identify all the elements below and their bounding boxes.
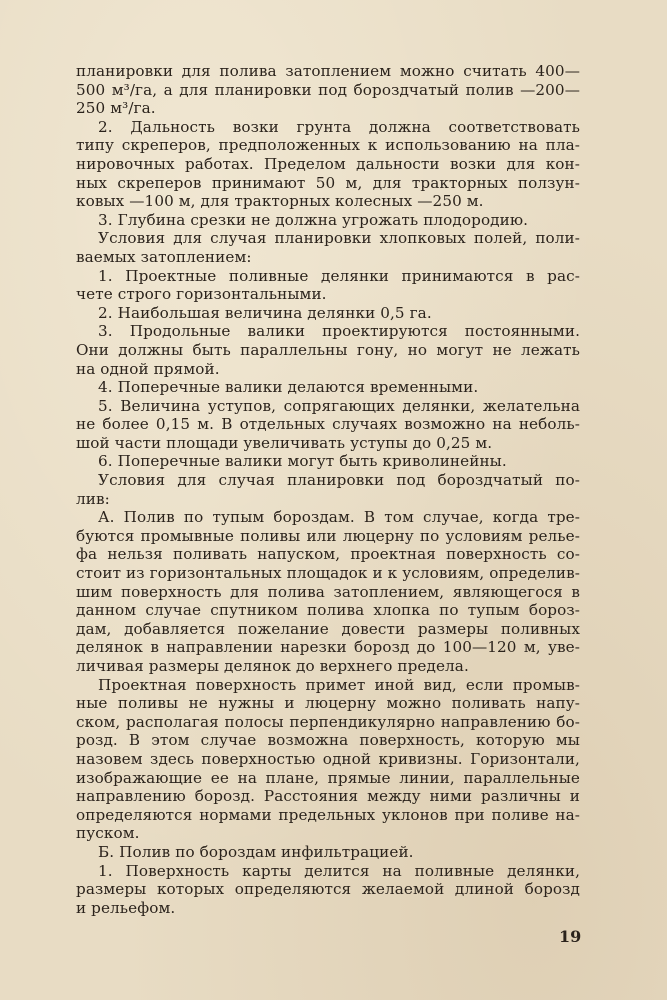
text-line: 2. Наибольшая величина делянки 0,5 га.	[98, 303, 432, 322]
text-line: на одной прямой.	[76, 359, 220, 378]
text-line: делянок в направлении нарезки борозд до 100—120 м, уве-	[76, 638, 580, 657]
text-line: пуском.	[76, 824, 140, 843]
text-line: 2. Дальность возки грунта должна соответствовать	[98, 117, 580, 136]
text-line: размеры которых определяются желаемой длиной борозд	[76, 880, 580, 899]
text-line: дам, добавляется пожелание довести размеры поливных	[76, 619, 580, 638]
text-line: нировочных работах. Пределом дальности возки для кон-	[76, 154, 580, 173]
text-line: Они должны быть параллельны гону, но могут не лежать	[76, 340, 580, 359]
text-line: Условия для случая планировки под бороздчатый по-	[98, 471, 580, 490]
text-line: А. Полив по тупым бороздам. В том случае, когда тре-	[98, 508, 580, 527]
text-line: 5. Величина уступов, сопрягающих делянки, желательна	[98, 396, 580, 415]
text-line: Б. Полив по бороздам инфильтрацией.	[98, 842, 414, 861]
text-line: ные поливы не нужны и люцерну можно поливать напу-	[76, 694, 580, 713]
text-line: лив:	[76, 489, 110, 508]
text-line: ных скреперов принимают 50 м, для тракторных ползун-	[76, 173, 580, 192]
text-line: типу скреперов, предположенных к использованию на пла-	[76, 136, 580, 155]
text-line: чете строго горизонтальными.	[76, 285, 327, 304]
text-line: Проектная поверхность примет иной вид, если промыв-	[98, 675, 580, 694]
text-line: изображающие ее на плане, прямые линии, параллельные	[76, 768, 580, 787]
text-line: ском, располагая полосы перпендикулярно направлению бо-	[76, 712, 580, 731]
text-line: фа нельзя поливать напуском, проектная поверхность со-	[76, 545, 580, 564]
text-line: 1. Поверхность карты делится на поливные делянки,	[98, 861, 580, 880]
text-line: личивая размеры делянок до верхнего предела.	[76, 657, 469, 675]
text-line: стоит из горизонтальных площадок и к условиям, определив-	[76, 564, 580, 583]
text-line: планировки для полива затоплением можно считать 400—	[76, 62, 580, 80]
body-text	[76, 62, 580, 917]
text-line: ковых —100 м, для тракторных колесных —250 м.	[76, 192, 484, 211]
text-line: направлению борозд. Расстояния между ними различны и	[76, 787, 580, 806]
text-line: ваемых затоплением:	[76, 247, 252, 266]
text-line: 4. Поперечные валики делаются временными.	[98, 378, 479, 397]
text-line: шой части площади увеличивать уступы до 0,25 м.	[76, 433, 493, 452]
text-line: назовем здесь поверхностью одной кривизны. Горизонтали,	[76, 749, 580, 768]
text-line: розд. В этом случае возможна поверхность, которую мы	[76, 731, 580, 750]
text-line: не более 0,15 м. В отдельных случаях возможно на неболь-	[76, 415, 580, 434]
text-line: буются промывные поливы или люцерну по условиям релье-	[76, 526, 580, 545]
text-line: 6. Поперечные валики могут быть криволинейны.	[98, 452, 507, 471]
text-line: 250 м³/га.	[76, 99, 156, 118]
text-line: и рельефом.	[76, 898, 176, 917]
text-line: 3. Глубина срезки не должна угрожать плодородию.	[98, 210, 529, 229]
text-line: 500 м³/га, а для планировки под бороздчатый полив —200—	[76, 80, 580, 99]
text-line: Условия для случая планировки хлопковых полей, поли-	[98, 229, 580, 248]
text-line: 3. Продольные валики проектируются постоянными.	[98, 322, 580, 341]
text-line: шим поверхность для полива затоплением, являющегося в	[76, 582, 580, 601]
text-line: 1. Проектные поливные делянки принимаются в рас-	[98, 266, 580, 285]
text-line: определяются нормами предельных уклонов при поливе на-	[76, 805, 580, 824]
text-line: данном случае спутником полива хлопка по тупым бороз-	[76, 601, 580, 620]
page-number: 19	[559, 927, 582, 946]
